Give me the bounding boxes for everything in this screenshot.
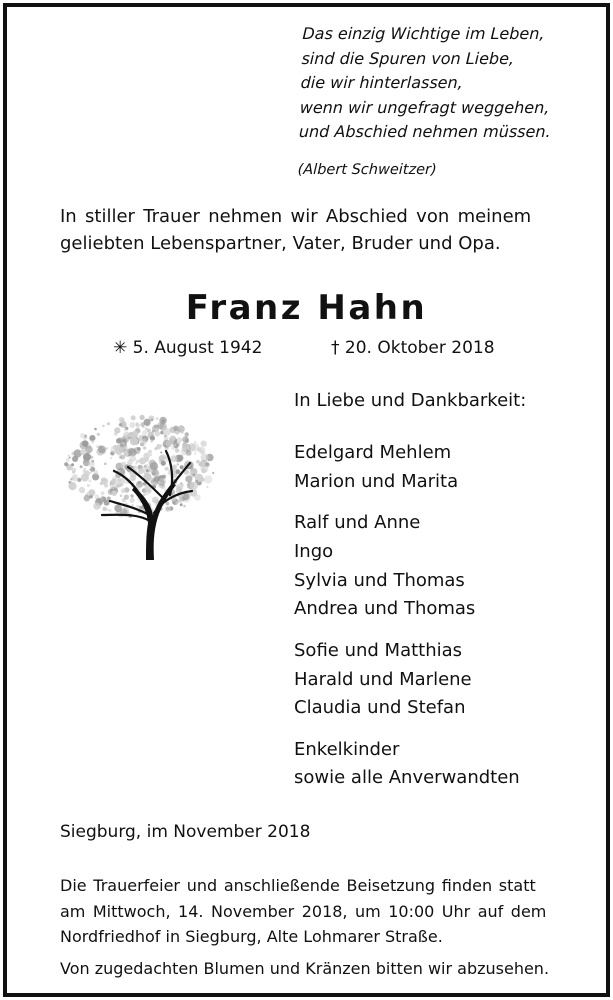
leaf xyxy=(173,426,178,431)
leaf xyxy=(81,474,89,482)
leaf xyxy=(100,482,103,485)
leaf xyxy=(194,494,201,501)
leaf xyxy=(129,433,133,437)
leaf xyxy=(80,465,83,468)
leaf xyxy=(89,461,95,467)
leaf xyxy=(70,478,72,480)
leaf xyxy=(137,438,141,442)
leaf xyxy=(136,424,140,428)
leaf xyxy=(106,508,109,511)
leaf xyxy=(83,436,86,439)
leaf xyxy=(119,423,122,426)
leaf xyxy=(104,463,107,466)
leaf xyxy=(150,454,152,456)
mourner: Edelgard Mehlem xyxy=(294,442,452,463)
leaf xyxy=(124,429,126,431)
quote-line: wenn wir ungefragt weggehen, xyxy=(299,97,550,117)
intro-line: In stiller Trauer nehmen wir Abschied von meinem xyxy=(60,206,532,227)
quote-line: die wir hinterlassen, xyxy=(300,73,464,92)
leaf xyxy=(152,497,159,504)
leaf xyxy=(185,475,192,482)
leaf xyxy=(185,432,189,436)
leaf xyxy=(148,450,152,454)
leaf xyxy=(183,505,186,508)
mourner: Ingo xyxy=(294,540,334,562)
death-date: † 20. Oktober 2018 xyxy=(331,338,495,358)
leaf xyxy=(98,446,106,454)
mourner: Andrea und Thomas xyxy=(294,598,476,620)
leaf xyxy=(104,484,108,488)
leaf xyxy=(153,481,157,485)
place-date: Siegburg, im November 2018 xyxy=(60,822,311,842)
leaf xyxy=(120,418,125,423)
leaf xyxy=(94,470,99,475)
leaf xyxy=(159,478,166,485)
mourner-group xyxy=(294,736,520,794)
mourner: Sofie und Matthias xyxy=(294,639,463,661)
leaf xyxy=(131,415,136,420)
leaf xyxy=(144,464,149,469)
leaf xyxy=(150,440,153,443)
leaf xyxy=(120,455,125,460)
leaf xyxy=(89,495,93,499)
quote-block xyxy=(297,22,603,182)
leaf xyxy=(117,437,123,443)
intro-text xyxy=(60,203,560,257)
leaf xyxy=(94,428,97,431)
leaf xyxy=(160,452,162,454)
leaf xyxy=(87,484,91,488)
leaf xyxy=(182,436,189,443)
mourner-group xyxy=(294,439,520,497)
leaf xyxy=(155,431,161,437)
quote-line: sind die Spuren von Liebe, xyxy=(301,48,515,68)
leaf xyxy=(201,468,206,473)
mourners-heading: In Liebe und Dankbarkeit: xyxy=(294,390,527,411)
leaf xyxy=(212,472,214,474)
leaf xyxy=(90,471,92,473)
leaf xyxy=(192,473,195,476)
mourners-list xyxy=(294,439,520,806)
leaf xyxy=(108,509,111,512)
tree-icon xyxy=(58,405,218,560)
leaf xyxy=(89,435,95,441)
leaf xyxy=(177,500,180,503)
leaf xyxy=(147,429,151,433)
leaf xyxy=(150,462,158,470)
leaf xyxy=(194,441,196,443)
quote-author: (Albert Schweitzer) xyxy=(297,161,437,178)
leaf xyxy=(116,478,124,486)
leaf xyxy=(138,468,144,474)
leaf xyxy=(88,479,91,482)
leaf xyxy=(71,463,74,466)
leaf xyxy=(120,494,123,497)
mourner: Claudia und Stefan xyxy=(294,697,466,719)
leaf xyxy=(171,446,175,450)
flowers-note: Von zugedachten Blumen und Kränzen bitten wir abzusehen. xyxy=(60,959,550,978)
leaf xyxy=(130,498,135,503)
leaf xyxy=(120,444,123,447)
leaf xyxy=(156,417,159,420)
leaf xyxy=(188,443,196,451)
intro-line: geliebten Lebenspartner, Vater, Bruder und Opa. xyxy=(60,233,501,254)
mourner-group xyxy=(294,637,520,723)
leaf xyxy=(140,415,145,420)
leaf xyxy=(198,447,205,454)
leaf xyxy=(111,490,117,496)
mourner: Harald und Marlene xyxy=(294,668,472,690)
ceremony-line: Die Trauerfeier und anschließende Beisetzung finden statt xyxy=(60,876,536,895)
leaf xyxy=(142,430,147,435)
leaf xyxy=(177,463,179,465)
leaf xyxy=(102,425,105,428)
deceased-name: Franz Hahn xyxy=(185,288,428,328)
leaf xyxy=(97,433,100,436)
mourner-group xyxy=(294,509,520,624)
leaf xyxy=(166,502,170,506)
leaf xyxy=(199,461,205,467)
leaf xyxy=(200,478,204,482)
ceremony-line: Nordfriedhof in Siegburg, Alte Lohmarer Straße. xyxy=(60,927,443,946)
leaf xyxy=(101,496,104,499)
mourner: sowie alle Anverwandten xyxy=(294,767,520,789)
leaf xyxy=(181,431,184,434)
leaf xyxy=(82,470,85,473)
mourner: Sylvia und Thomas xyxy=(294,569,465,591)
leaf xyxy=(104,500,110,506)
leaf xyxy=(194,452,196,454)
leaf xyxy=(72,456,78,462)
leaf xyxy=(177,455,183,461)
leaf xyxy=(129,448,137,456)
quote-line: und Abschied nehmen müssen. xyxy=(298,122,551,141)
leaf xyxy=(130,437,138,445)
leaf xyxy=(143,446,146,449)
leaf xyxy=(93,503,100,510)
leaf xyxy=(161,461,166,466)
mourner: Ralf und Anne xyxy=(294,512,421,534)
leaf xyxy=(64,462,68,466)
leaf xyxy=(136,505,139,508)
leaf xyxy=(135,462,137,464)
leaf xyxy=(166,440,173,447)
leaf xyxy=(172,465,177,470)
leaf xyxy=(66,458,70,462)
leaf xyxy=(171,436,176,441)
leaf xyxy=(181,484,184,487)
leaf xyxy=(140,439,147,446)
leaf xyxy=(72,468,77,473)
birth-date: ✳ 5. August 1942 xyxy=(113,338,263,358)
leaf xyxy=(106,447,108,449)
leaf xyxy=(146,469,149,472)
leaf xyxy=(107,422,110,425)
leaf xyxy=(91,440,94,443)
leaf xyxy=(177,437,183,443)
leaf xyxy=(83,460,90,467)
quote-line: Das einzig Wichtige im Leben, xyxy=(302,24,545,43)
leaf xyxy=(124,495,129,500)
leaf xyxy=(156,444,161,449)
leaf xyxy=(206,486,208,488)
leaf xyxy=(178,425,185,432)
leaf xyxy=(201,441,207,447)
leaf xyxy=(130,455,137,462)
leaf xyxy=(68,455,70,457)
leaf xyxy=(90,456,93,459)
leaf xyxy=(170,455,177,462)
leaf xyxy=(176,469,181,474)
leaf xyxy=(152,469,160,477)
leaf xyxy=(121,488,126,493)
leaf xyxy=(180,465,184,469)
leaf xyxy=(132,504,134,506)
leaf xyxy=(122,438,126,442)
leaf xyxy=(110,457,112,459)
leaf xyxy=(165,506,171,512)
leaf xyxy=(178,442,180,444)
tree-foliage xyxy=(64,415,214,518)
leaf xyxy=(84,495,90,501)
leaf xyxy=(190,482,198,490)
leaf xyxy=(175,448,179,452)
leaf xyxy=(129,422,135,428)
leaf xyxy=(186,449,188,451)
leaf xyxy=(71,474,78,481)
leaf xyxy=(150,436,155,441)
mourner: Enkelkinder xyxy=(294,738,400,760)
leaf xyxy=(80,449,86,455)
mourner: Marion und Marita xyxy=(294,470,459,492)
leaf xyxy=(163,428,171,436)
leaf xyxy=(180,503,183,506)
leaf xyxy=(161,454,166,459)
leaf xyxy=(145,458,149,462)
ceremony-info xyxy=(60,873,554,950)
leaf xyxy=(111,446,119,454)
leaf xyxy=(152,430,155,433)
leaf xyxy=(101,491,105,495)
leaf xyxy=(165,467,169,471)
leaf xyxy=(110,479,116,485)
leaf xyxy=(68,482,76,490)
leaf xyxy=(204,475,212,483)
leaf xyxy=(130,494,133,497)
leaf xyxy=(151,418,154,421)
leaf xyxy=(144,419,151,426)
leaf xyxy=(114,427,120,433)
ceremony-line: am Mittwoch, 14. November 2018, um 10:00 Uhr auf dem xyxy=(60,901,547,921)
leaf xyxy=(85,446,93,454)
leaf xyxy=(195,480,198,483)
leaf xyxy=(79,487,85,493)
leaf xyxy=(159,417,167,425)
